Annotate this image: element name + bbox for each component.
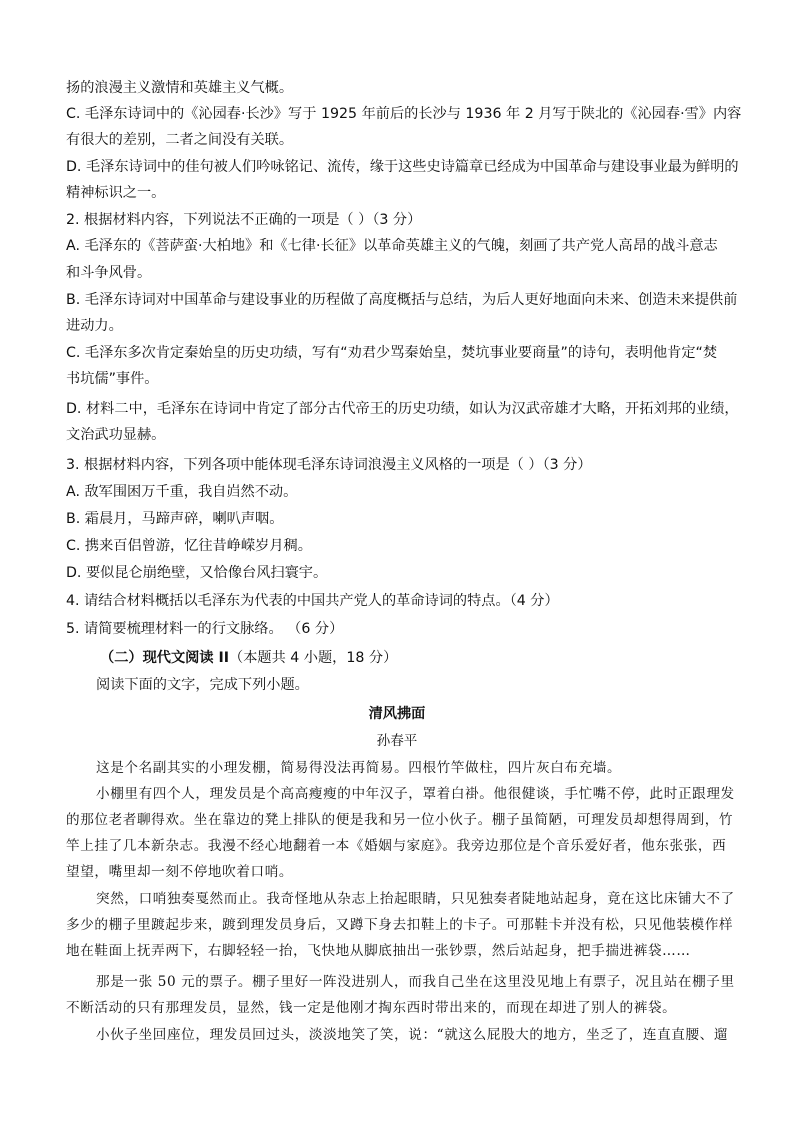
text-line: 扬的浪漫主义激情和英雄主义气概。 bbox=[66, 80, 294, 96]
section-heading bbox=[100, 648, 770, 668]
option-b-line: B. 毛泽东诗词对中国革命与建设事业的历程做了高度概括与总结，为后人更好地面向未来、创造未来提供前 bbox=[66, 292, 738, 308]
option-d-line: D. 毛泽东诗词中的佳句被人们吟咏铭记、流传，缘于这些史诗篇章已经成为中国革命与建设事业最为鲜明的 bbox=[66, 159, 739, 175]
story-title: 清风拂面 bbox=[368, 706, 426, 722]
story-paragraph-line: 小棚里有四个人，理发员是个高高瘦瘦的中年汉子，罩着白褂。他很健谈，手忙嘴不停，此时正跟理发 bbox=[96, 786, 735, 802]
option-d-line: D. 材料二中，毛泽东在诗词中肯定了部分古代帝王的历史功绩，如认为汉武帝雄才大略，开拓刘邦的业绩， bbox=[66, 401, 739, 417]
story-paragraph-line: 竿上挂了几本新杂志。我漫不经心地翻着一本《婚姻与家庭》。我旁边那位是个音乐爱好者，他东张张，西 bbox=[66, 838, 727, 854]
story-paragraph-line: 望望，嘴里却一刻不停地吹着口哨。 bbox=[66, 864, 294, 880]
text-line: 书坑儒”事件。 bbox=[66, 371, 159, 387]
option-c-line: C. 携来百侣曾游，忆往昔峥嵘岁月稠。 bbox=[66, 538, 312, 554]
option-a-line: A. 敌军围困万千重，我自岿然不动。 bbox=[66, 484, 298, 500]
story-paragraph-line: 突然，口哨独奏戛然而止。我奇怪地从杂志上抬起眼睛，只见独奏者陡地站起身，竟在这比床铺大不了 bbox=[96, 891, 735, 907]
option-a-line: A. 毛泽东的《菩萨蛮·大柏地》和《七律·长征》以革命英雄主义的气魄，刻画了共产党人高昂的战斗意志 bbox=[66, 238, 718, 254]
question-5: 5. 请简要梳理材料一的行文脉络。 （6 分） bbox=[66, 621, 344, 637]
section-heading-note: （本题共 4 小题，18 分） bbox=[229, 650, 398, 666]
option-d-line: D. 要似昆仑崩绝壁，又恰像台风扫寰宇。 bbox=[66, 565, 328, 581]
question-3: 3. 根据材料内容，下列各项中能体现毛泽东诗词浪漫主义风格的一项是（ ）（3 分） bbox=[66, 457, 592, 473]
option-c-line: C. 毛泽东多次肯定秦始皇的历史功绩，写有“劝君少骂秦始皇，焚坑事业要商量”的诗句，表明他肯定“焚 bbox=[66, 345, 718, 361]
story-paragraph-line: 不断活动的只有那理发员，显然，钱一定是他刚才掏东西时带出来的，而现在却进了别人的裤袋。 bbox=[66, 1000, 677, 1016]
question-2: 2. 根据材料内容，下列说法不正确的一项是（ ）（3 分） bbox=[66, 212, 422, 228]
text-line: 和斗争风骨。 bbox=[66, 265, 152, 281]
text-line: 文治武功显赫。 bbox=[66, 427, 166, 443]
story-paragraph-line: 的那位老者聊得欢。坐在靠边的凳上排队的便是我和另一位小伙子。棚子虽简陋，可理发员却想得周到，竹 bbox=[66, 812, 734, 828]
text-line: 有很大的差别，二者之间没有关联。 bbox=[66, 132, 294, 148]
story-paragraph-line: 这是个名副其实的小理发棚，简易得没法再简易。四根竹竿做柱，四片灰白布充墙。 bbox=[96, 760, 622, 776]
section-heading-title: （二）现代文阅读 II bbox=[100, 650, 229, 666]
story-paragraph-line: 那是一张 50 元的票子。棚子里好一阵没进别人，而我自己坐在这里没见地上有票子，况且站在棚子里 bbox=[96, 974, 735, 990]
story-paragraph-line: 地在鞋面上抚弄两下，右脚轻轻一抬，飞快地从脚底抽出一张钞票，然后站起身，把手揣进裤袋…… bbox=[66, 943, 691, 959]
option-b-line: B. 霜晨月，马蹄声碎，喇叭声咽。 bbox=[66, 511, 284, 527]
section-instruction: 阅读下面的文字，完成下列小题。 bbox=[96, 677, 309, 693]
story-paragraph-line: 小伙子坐回座位，理发员回过头，淡淡地笑了笑，说：“就这么屁股大的地方，坐乏了，连直直腰、遛 bbox=[96, 1027, 729, 1043]
question-4: 4. 请结合材料概括以毛泽东为代表的中国共产党人的革命诗词的特点。（4 分） bbox=[66, 593, 559, 609]
story-paragraph-line: 多少的棚子里踱起步来，踱到理发员身后，又蹲下身去扣鞋上的卡子。可那鞋卡并没有松，只见他装模作样 bbox=[66, 917, 734, 933]
text-line: 精神标识之一。 bbox=[66, 185, 166, 201]
story-author: 孙春平 bbox=[376, 733, 418, 749]
option-c-line: C. 毛泽东诗词中的《沁园春·长沙》写于 1925 年前后的长沙与 1936 年 2 月写于陕北的《沁园春·雪》内容 bbox=[66, 106, 742, 122]
text-line: 进动力。 bbox=[66, 318, 123, 334]
